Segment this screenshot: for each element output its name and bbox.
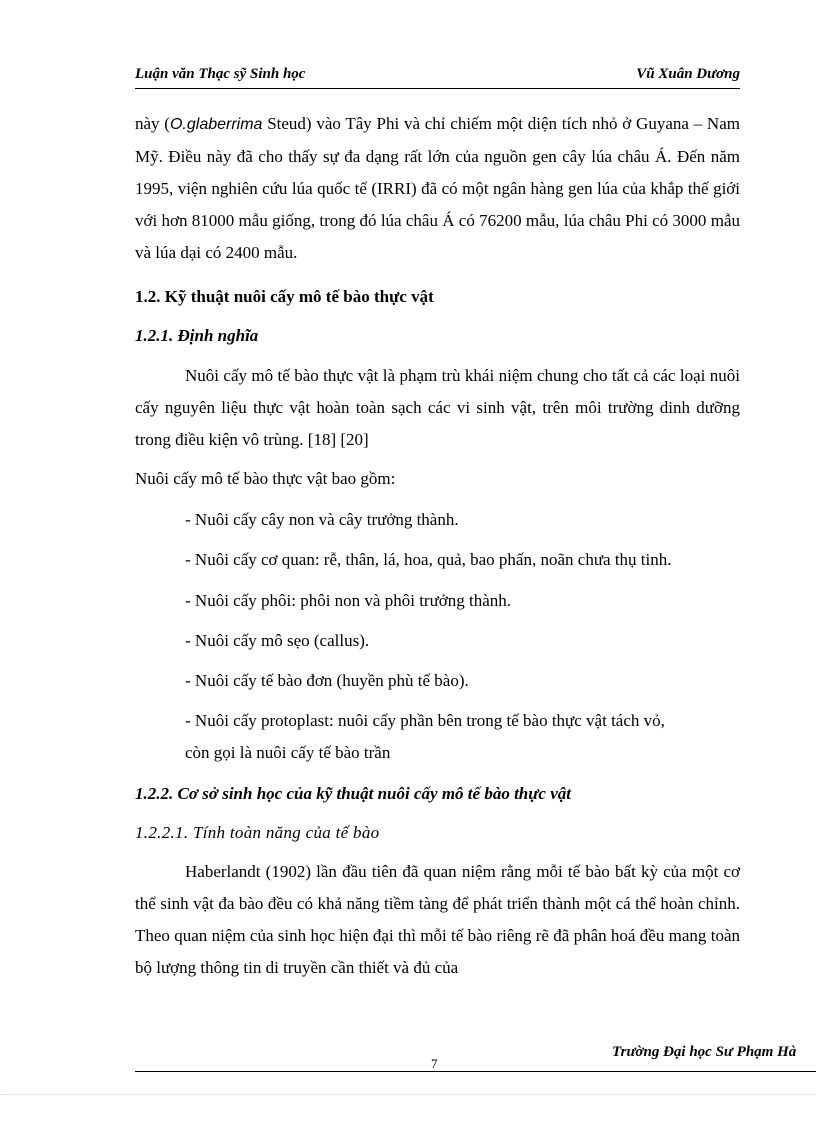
section-heading-1-2-2: 1.2.2. Cơ sở sinh học của kỹ thuật nuôi cấy mô tế bào thực vật [135,784,571,803]
list-item: - Nuôi cấy cơ quan: rễ, thân, lá, hoa, quả, bao phấn, noãn chưa thụ tinh. [185,550,672,569]
species-name: O.glaberrima [169,116,263,133]
definition-paragraph: Nuôi cấy mô tế bào thực vật là phạm trù khái niệm chung cho tất cả các loại nuôi cấy nguyên liệu thực vật hoàn toàn sạch các vi sinh vật, trên môi trường dinh dưỡng trong điều kiện vô trùng. [18] [20] [135,366,740,449]
list-item: - Nuôi cấy mô sẹo (callus). [185,631,370,650]
page-number: 7 [431,1056,438,1071]
list-item-continuation: còn gọi là nuôi cấy tế bào trần [185,743,391,762]
header-thesis-title: Luận văn Thạc sỹ Sinh học [135,66,306,82]
intro-rest: Steud) vào Tây Phi và chỉ chiếm một diện tích nhỏ ở Guyana – Nam Mỹ. Điều này đã cho thấy sự đa dạng rất lớn của nguồn gen cây lúa châu Á. Đến năm 1995, viện nghiên cứu lúa quốc tế (IRRI) đã có một ngân hàng gen lúa của khắp thế giới với hơn 81000 mẫu giống, trong đó lúa châu Á có 76200 mẫu, lúa châu Phi có 3000 mẫu và lúa dại có 2400 mẫu. [135,114,740,262]
list-item: - Nuôi cấy protoplast: nuôi cấy phần bên trong tế bào thực vật tách vỏ, [185,711,665,730]
list-item: - Nuôi cấy tế bào đơn (huyền phù tế bào). [185,671,469,690]
footer-divider [135,1071,816,1072]
footer-school: Trường Đại học Sư Phạm Hà [612,1044,797,1060]
haberlandt-paragraph: Haberlandt (1902) lần đầu tiên đã quan niệm rằng mỗi tế bào bất kỳ của một cơ thể sinh vật đa bào đều có khả năng tiềm tàng để phát triển thành một cá thể hoàn chỉnh. Theo quan niệm của sinh học hiện đại thì mỗi tế bào riêng rẽ đã phân hoá đều mang toàn bộ lượng thông tin di truyền cần thiết và đủ của [135,862,740,977]
page-header [135,66,740,89]
section-heading-1-2-1: 1.2.1. Định nghĩa [135,326,259,345]
list-item: - Nuôi cấy cây non và cây trưởng thành. [185,510,459,529]
list-item: - Nuôi cấy phôi: phôi non và phôi trưởng thành. [185,591,512,610]
section-heading-1-2-2-1: 1.2.2.1. Tính toàn năng của tế bào [135,823,380,842]
includes-label: Nuôi cấy mô tế bào thực vật bao gồm: [135,469,396,488]
header-author: Vũ Xuân Dương [636,66,740,82]
intro-paragraph [135,108,740,269]
section-heading-1-2: 1.2. Kỹ thuật nuôi cấy mô tế bào thực vật [135,287,434,306]
intro-prefix: này ( [135,114,170,133]
page-edge-divider [0,1094,816,1095]
